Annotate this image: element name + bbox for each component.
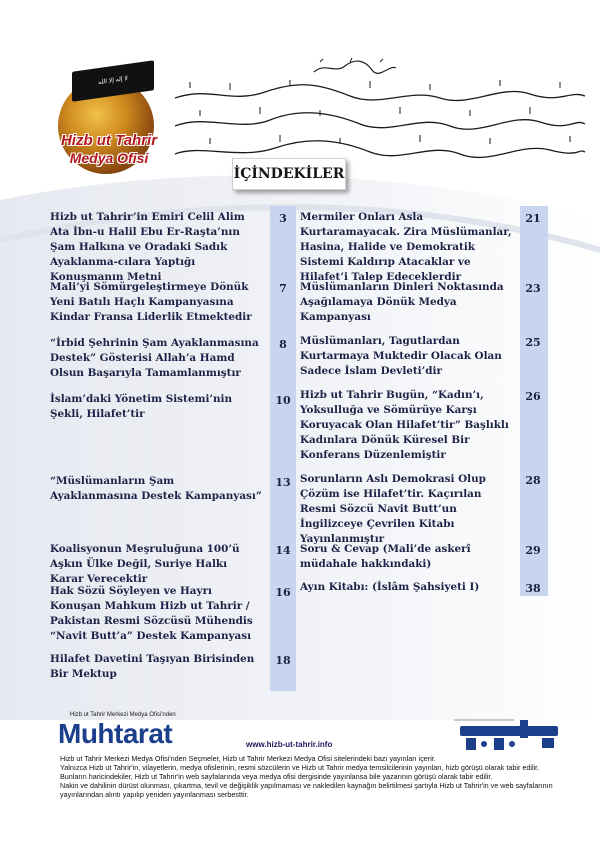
- toc-entry[interactable]: [300, 388, 541, 463]
- toc-entry-title: Koalisyonun Meşruluğuna 100’ü Aşkın Ülke Değil, Suriye Halkı Karar Verecektir: [50, 543, 240, 585]
- page-number-column-left: [270, 206, 296, 691]
- toc-entry-title: Hizb ut Tahrir Bugün, “Kadın’ı, Yoksulluğa ve Sömürüye Karşı Koruyacak Olan Hilafet’tir” Başlıklı Kadınlara Dönük Küresel Bir Konferans Düzenlemiştir: [300, 389, 509, 461]
- toc-entry-title: Müslümanların Dinleri Noktasında Aşağılamaya Dönük Medya Kampanyası: [300, 281, 504, 323]
- toc-entry-page: 8: [279, 338, 287, 351]
- toc-entry-page: 3: [279, 212, 287, 225]
- basmala-calligraphy: [310, 56, 400, 78]
- footer-paragraph: Hizb ut Tahrir Merkezi Medya Ofisi'nden Seçmeler, Hizb ut Tahrir Merkezi Medya Ofisi sitelerindeki bazı yayınları içerir.: [60, 754, 436, 763]
- toc-entry-page: 28: [525, 474, 541, 487]
- flag-icon: لا إله إلا الله: [72, 60, 154, 102]
- toc-entry-page: 14: [275, 544, 291, 557]
- toc-entry-title: Hizb ut Tahrir’in Emiri Celil Alim Ata İbn-u Halil Ebu Er-Raşta’nın Şam Halkına ve Oradaki Sadık Ayaklanma-cılara Yaptığı Konuşmanın Metni: [50, 211, 245, 283]
- toc-entry-title: Hak Sözü Söyleyen ve Hayrı Konuşan Mahkum Hizb ut Tahrir / Pakistan Resmi Sözcüsü Mühendis “Navit Butt’a” Destek Kampanyası: [50, 585, 253, 642]
- footer-branding: [50, 712, 570, 758]
- toc-entry-page: 23: [525, 282, 541, 295]
- toc-entry-title: Mali’yi Sömürgeleştirmeye Dönük Yeni Batılı Haçlı Kampanyasına Kindar Fransa Liderlik Etmektedir: [50, 281, 252, 323]
- toc-entry-page: 21: [525, 212, 541, 225]
- toc-entry-page: 16: [275, 586, 291, 599]
- toc-entry[interactable]: [50, 474, 291, 504]
- footer-small-label: Hizb ut Tahrir Merkezi Medya Ofisi'nden: [70, 712, 176, 718]
- toc-entry[interactable]: [300, 542, 541, 572]
- website-link[interactable]: www.hizb-ut-tahrir.info: [246, 740, 333, 749]
- toc-entry-page: 26: [525, 390, 541, 403]
- footer-paragraph: Yalnızca Hizb ut Tahrir'in, vilayetlerin, medya ofislerinin, resmi sözcülerin ve Hizb ut Tahrir medya temsilcilerinin yayınları, hizb görüşü olarak tabir edilir. Bunların haricindekiler, Hizb ut Tahrir'in web sayfalarında veya medya ofisi dergisinde yayınlansa bile yazarının görüşü olarak tabir edilir.: [60, 763, 540, 781]
- hizb-logo: [44, 66, 164, 176]
- toc-title: İÇİNDEKİLER: [232, 158, 346, 190]
- toc-entry-title: Soru & Cevap (Mali’de askerî müdahale hakkındaki): [300, 543, 471, 570]
- toc-entry-title: Ayın Kitabı: (İslâm Şahsiyeti I): [300, 581, 480, 593]
- toc-entry[interactable]: [300, 334, 541, 379]
- arabic-muhtarat-logo: [450, 712, 570, 754]
- toc-entry[interactable]: [50, 584, 291, 644]
- toc-entry-title: “Müslümanların Şam Ayaklanmasına Destek Kampanyası”: [50, 475, 262, 502]
- toc-entry-page: 7: [279, 282, 287, 295]
- toc-entry[interactable]: [50, 210, 287, 285]
- toc-entry-page: 25: [525, 336, 541, 349]
- ayah-calligraphy: [170, 78, 590, 168]
- toc-entry-title: Sorunların Aslı Demokrasi Olup Çözüm ise Hilafet’tir. Kaçırılan Resmi Sözcü Navit Butt’un İngilizceye Çevrilen Kitabı Yayınlanmıştır: [300, 473, 486, 545]
- toc-entry-page: 38: [525, 582, 541, 595]
- toc-entry-page: 10: [275, 394, 291, 407]
- toc-entry[interactable]: [50, 392, 291, 422]
- logo-title-line1: Hizb ut Tahrir: [60, 132, 158, 149]
- toc-entry-title: Müslümanları, Tagutlardan Kurtarmaya Muktedir Olacak Olan Sadece İslam Devleti’dir: [300, 335, 502, 377]
- toc-entry[interactable]: [300, 472, 541, 547]
- toc-entry-title: Mermiler Onları Asla Kurtaramayacak. Zira Müslümanlar, Hasina, Halide ve Demokratik Sistemi Kaldırıp Atacaklar ve Hilafet’i Talep Edeceklerdir: [300, 211, 512, 283]
- toc-entry-title: “İrbid Şehrinin Şam Ayaklanmasına Destek” Gösterisi Allah’a Hamd Olsun Başarıyla Tamamlanmıştır: [50, 337, 259, 379]
- toc-entry[interactable]: [300, 280, 541, 325]
- toc-entry[interactable]: [300, 580, 541, 595]
- toc-entry-title: Hilafet Davetini Taşıyan Birisinden Bir Mektup: [50, 653, 255, 680]
- footer-disclaimer: [60, 754, 560, 799]
- footer-paragraph: Nakin ve dahilinin dürüst olunması, çıkartma, tevil ve değişiklik yapılmaması ve nakledilen kaynağın belirtilmesi şartıyla Hizb ut Tahrir'in ve web sayfalarının yayınlarından alıntı yapılıp yeniden yayınlanması serbesttir.: [60, 781, 553, 799]
- muhtarat-logo: Muhtarat: [58, 718, 173, 749]
- logo-title-line2: Medya Ofisi: [69, 150, 149, 166]
- toc-entry[interactable]: [50, 652, 291, 682]
- toc-entry-page: 29: [525, 544, 541, 557]
- toc-entry[interactable]: [50, 542, 291, 587]
- toc-entry-title: İslam’daki Yönetim Sistemi’nin Şekli, Hilafet’tir: [50, 393, 233, 420]
- toc-entry[interactable]: [50, 280, 287, 325]
- toc-entry[interactable]: [300, 210, 541, 285]
- toc-entry[interactable]: [50, 336, 287, 381]
- toc-entry-page: 18: [275, 654, 291, 667]
- toc-entry-page: 13: [275, 476, 291, 489]
